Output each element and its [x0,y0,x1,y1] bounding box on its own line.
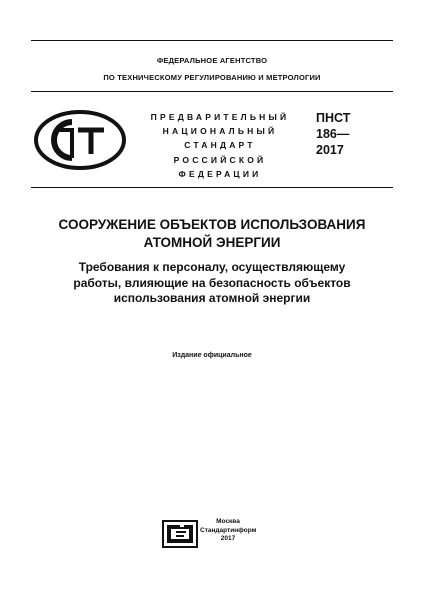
publisher-name: Стандартинформ [200,526,257,534]
bottom-rule [31,187,393,188]
subtitle-line: работы, влияющие на безопасность объектов [73,275,351,290]
agency-name-line2: ПО ТЕХНИЧЕСКОМУ РЕГУЛИРОВАНИЮ И МЕТРОЛОГИИ [103,73,321,82]
standard-type-line: ПРЕДВАРИТЕЛЬНЫЙ [150,112,290,122]
publisher-info [200,518,256,544]
standard-number [316,110,396,158]
gost-r-logo-icon [32,108,128,172]
standartinform-logo-icon [162,520,198,548]
top-rule [31,40,393,41]
agency-name-line1: ФЕДЕРАЛЬНОЕ АГЕНТСТВО [156,56,268,65]
subtitle-line: использования атомной энергии [113,291,311,305]
middle-rule [31,91,393,92]
standard-type-line: РОССИЙСКОЙ [173,154,267,165]
publication-year: 2017 [220,535,236,542]
standard-type-line: ФЕДЕРАЦИИ [178,168,262,179]
subtitle-line: Требования к персоналу, осуществляющему [78,260,346,274]
document-subtitle [20,260,404,307]
title-line: АТОМНОЙ ЭНЕРГИИ [143,235,281,250]
standard-number-line: ПНСТ [316,111,351,125]
publisher-city: Москва [216,518,240,525]
title-line: СООРУЖЕНИЕ ОБЪЕКТОВ ИСПОЛЬЗОВАНИЯ [58,217,366,232]
edition-label: Издание официальное [172,352,252,359]
standard-type [140,110,300,181]
standard-number-line: 186— [316,127,350,141]
standard-number-line: 2017 [316,143,344,157]
standard-type-line: НАЦИОНАЛЬНЫЙ [162,126,278,137]
document-title [20,216,404,252]
standard-type-line: СТАНДАРТ [184,140,256,151]
